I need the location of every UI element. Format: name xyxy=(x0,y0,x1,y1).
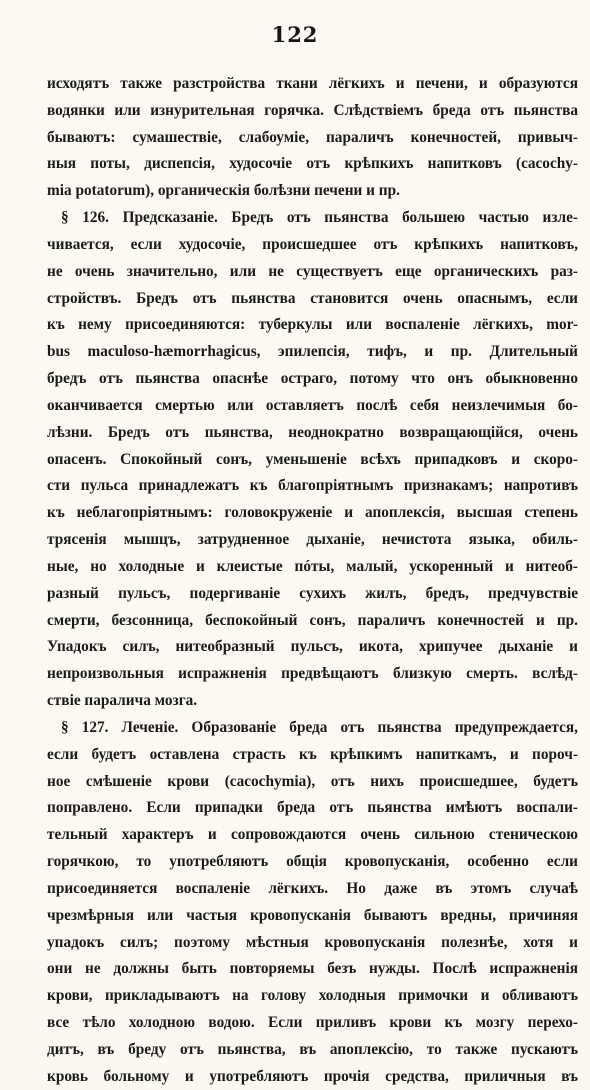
text-line: присоединяется воспаленіе лёгкихъ. Но даже въ этомъ случаѣ xyxy=(47,879,578,897)
text-line: поправлено. Если припадки бреда отъ пьянства имѣютъ воспали- xyxy=(47,799,578,817)
text-line: mia potatorum), органическія болѣзни печени и пр. xyxy=(47,182,400,200)
text-line: сти пульса принадлежатъ къ благопріятнымъ признакамъ; напротивъ xyxy=(47,477,578,495)
text-line: оканчивается смертью или оставляетъ послѣ себя неизлечимыя бо- xyxy=(47,396,578,414)
text-line-section-126: § 126. Предсказаніе. Бредъ отъ пьянства большею частью изле- xyxy=(61,209,578,227)
text-line: не очень значительно, или не существуетъ еще органическихъ раз- xyxy=(47,262,578,280)
text-line-section-127: § 127. Леченіе. Образованіе бреда отъ пьянства предупреждается, xyxy=(61,718,578,736)
text-line: если будетъ оставлена страсть къ крѣпкимъ напиткамъ, и пороч- xyxy=(47,745,578,763)
text-line: ныя поты, диспепсія, худосочіе отъ крѣпкихъ напитковъ (cacochy- xyxy=(47,155,578,173)
page-number: 122 xyxy=(271,22,319,47)
text-line: бредъ отъ пьянства опаснѣе остраго, потому что онъ обыкновенно xyxy=(47,370,578,388)
text-line: ствіе паралича мозга. xyxy=(47,692,198,710)
text-line: тельный характеръ и сопровождаются очень сильною стеническою xyxy=(47,826,578,844)
text-line: они не должны быть повторяемы безъ нужды. Послѣ испражненія xyxy=(47,960,578,978)
text-line: къ нему присоединяются: туберкулы или воспаленіе лёгкихъ, mor- xyxy=(47,316,578,334)
text-line: кровь больному и употребляютъ прочія средства, приличныя въ xyxy=(47,1067,578,1085)
text-line: водянки или изнурительная горячка. Слѣдствіемъ бреда отъ пьянства xyxy=(47,101,578,119)
text-line: чивается, если худосочіе, происшедшее отъ крѣпкихъ напитковъ, xyxy=(47,235,578,253)
body-text xyxy=(47,71,578,1090)
text-line: исходятъ также разстройства ткани лёгкихъ и печени, и образуются xyxy=(47,75,578,92)
text-line: упадокъ силъ; поэтому мѣстныя кровопусканія полезнѣе, хотя и xyxy=(47,933,578,951)
text-line: Упадокъ силъ, нитеобразный пульсъ, икота, хрипучее дыханіе и xyxy=(47,638,578,656)
text-line: ное смѣшеніе крови (cacochymia), отъ нихъ происшедшее, будетъ xyxy=(47,772,578,790)
text-line: ные, но холодные и клеистые пóты, малый, ускоренный и нитеоб- xyxy=(47,557,578,575)
text-line: чрезмѣрныя или частыя кровопусканія бываютъ вредны, причиняя xyxy=(47,906,578,924)
text-line: смерти, безсонница, беспокойный сонъ, параличъ конечностей и пр. xyxy=(47,611,578,629)
text-line: опасенъ. Спокойный сонъ, уменьшеніе всѣхъ припадковъ и скоро- xyxy=(47,450,578,468)
text-line: къ неблагопріятнымъ: головокруженіе и апоплексія, высшая степень xyxy=(47,504,578,522)
text-line: разный пульсъ, подергиваніе сухихъ жилъ, бредъ, предчувствіе xyxy=(47,584,578,602)
text-line: стройствъ. Бредъ отъ пьянства становится очень опаснымъ, если xyxy=(47,289,578,307)
text-line: горячкою, то употребляютъ общія кровопусканія, особенно если xyxy=(47,853,578,871)
text-line: все тѣло холодною водою. Если приливъ крови къ мозгу перехо- xyxy=(47,1013,578,1031)
text-line: дитъ, въ бреду отъ пьянства, въ апоплексію, то также пускаютъ xyxy=(47,1040,578,1058)
text-line: bus maculoso-hæmorrhagicus, эпилепсія, тифъ, и пр. Длительный xyxy=(47,343,578,361)
text-line: трясенія мышцъ, затрудненное дыханіе, нечистота языка, обиль- xyxy=(47,531,578,549)
text-line: непроизвольныя испражненія предвѣщаютъ близкую смерть. вслѣд- xyxy=(47,665,578,683)
text-line: крови, прикладываютъ на голову холодныя примочки и обливаютъ xyxy=(47,987,578,1005)
text-line: лѣзни. Бредъ отъ пьянства, неоднократно возвращающійся, очень xyxy=(47,423,578,441)
text-line: бываютъ: сумашествіе, слабоуміе, параличъ конечностей, привыч- xyxy=(47,128,578,146)
